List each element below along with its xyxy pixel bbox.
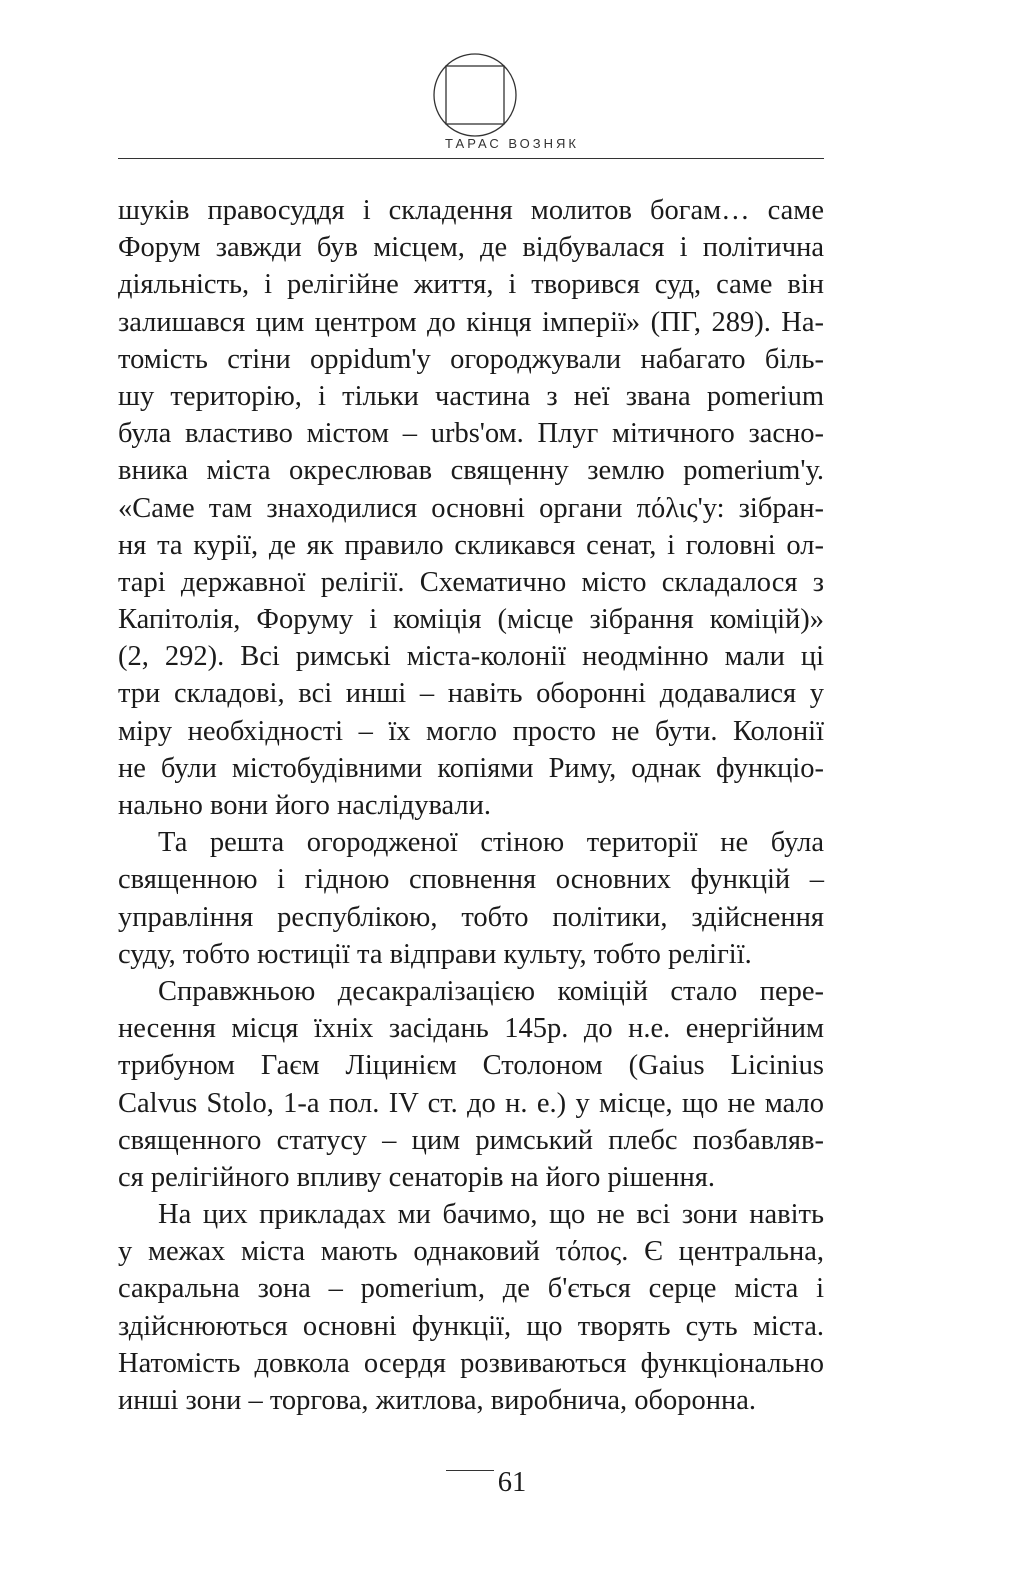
text-line: діяльність, і релігійне життя, і творився суд, саме він (118, 269, 824, 301)
text-line: ся релігійного впливу сенаторів на його рішення. (118, 1161, 715, 1193)
text-line: Форум завжди був місцем, де відбувалася і політична (118, 232, 824, 264)
text-line: трибуном Гаєм Ліцинієм Столоном (Gaius Licinius (118, 1050, 824, 1082)
text-line: ня та курії, де як правило скликався сенат, і головні ол- (118, 529, 824, 561)
text-line: Та решта огородженої стіною території не була (158, 827, 824, 859)
header-rule (118, 158, 824, 159)
text-line: три складові, всі инші – навіть оборонні додавалися у (118, 678, 824, 710)
text-line: була властиво містом – urbs'ом. Плуг мітичного засно- (118, 418, 824, 450)
text-line: шу територію, і тільки частина з неї звана pomerium (118, 380, 824, 412)
text-line: священного статусу – цим римський плебс позбавляв- (118, 1124, 824, 1156)
text-line: шуків правосуддя і складення молитов богам… саме (118, 195, 824, 226)
text-line: у межах міста мають однаковий τόπος. Є центральна, (118, 1236, 824, 1268)
text-line: залишався цим центром до кінця імперії» (ПГ, 289). На- (118, 306, 824, 338)
text-line: здійснюються основні функції, що творять суть міста. (118, 1310, 824, 1342)
text-line: несення місця їхніх засідань 145р. до н.е. енергійним (118, 1013, 824, 1045)
page-number: 61 (497, 1467, 527, 1498)
text-line: Натомість довкола осердя розвиваються функціонально (118, 1347, 824, 1379)
body-text (118, 192, 824, 1419)
text-line: На цих прикладах ми бачимо, що не всі зони навіть (158, 1199, 824, 1231)
text-line: вника міста окреслював священну землю pomerium'у. (118, 455, 824, 487)
text-line: томість стіни oppidum'у огороджували набагато біль- (118, 343, 824, 375)
running-head-author: ТАРАС ВОЗНЯК (445, 136, 579, 151)
text-line: инші зони – торгова, житлова, виробнича, оборонна. (118, 1385, 756, 1416)
text-line: нально вони його наслідували. (118, 790, 492, 821)
text-line: Справжньою десакралізацією коміцій стало пере- (158, 975, 824, 1007)
circle-square-logo-icon (432, 52, 518, 138)
text-line: священною і гідною сповнення основних функцій – (118, 864, 824, 896)
text-line: управління республікою, тобто політики, здійснення (118, 901, 824, 933)
text-line: Calvus Stolo, 1-а пол. IV ст. до н. е.) у місце, що не мало (118, 1087, 824, 1119)
text-line: міру необхідності – їх могло просто не бути. Колонії (118, 715, 824, 747)
text-line: сакральна зона – pomerium, де б'ється серце міста і (118, 1273, 824, 1305)
text-line: суду, тобто юстиції та відправи культу, тобто релігії. (118, 938, 752, 970)
text-line: Капітолія, Форуму і коміція (місце зібрання коміцій)» (118, 604, 824, 636)
text-line: (2, 292). Всі римські міста-колонії неодмінно мали ці (118, 641, 824, 673)
text-line: тарі державної релігії. Схематично місто складалося з (118, 566, 824, 598)
text-line: «Саме там знаходилися основні органи πόλις'у: зібран- (118, 492, 824, 524)
text-line: не були містобудівними копіями Риму, однак функціо- (118, 752, 824, 784)
